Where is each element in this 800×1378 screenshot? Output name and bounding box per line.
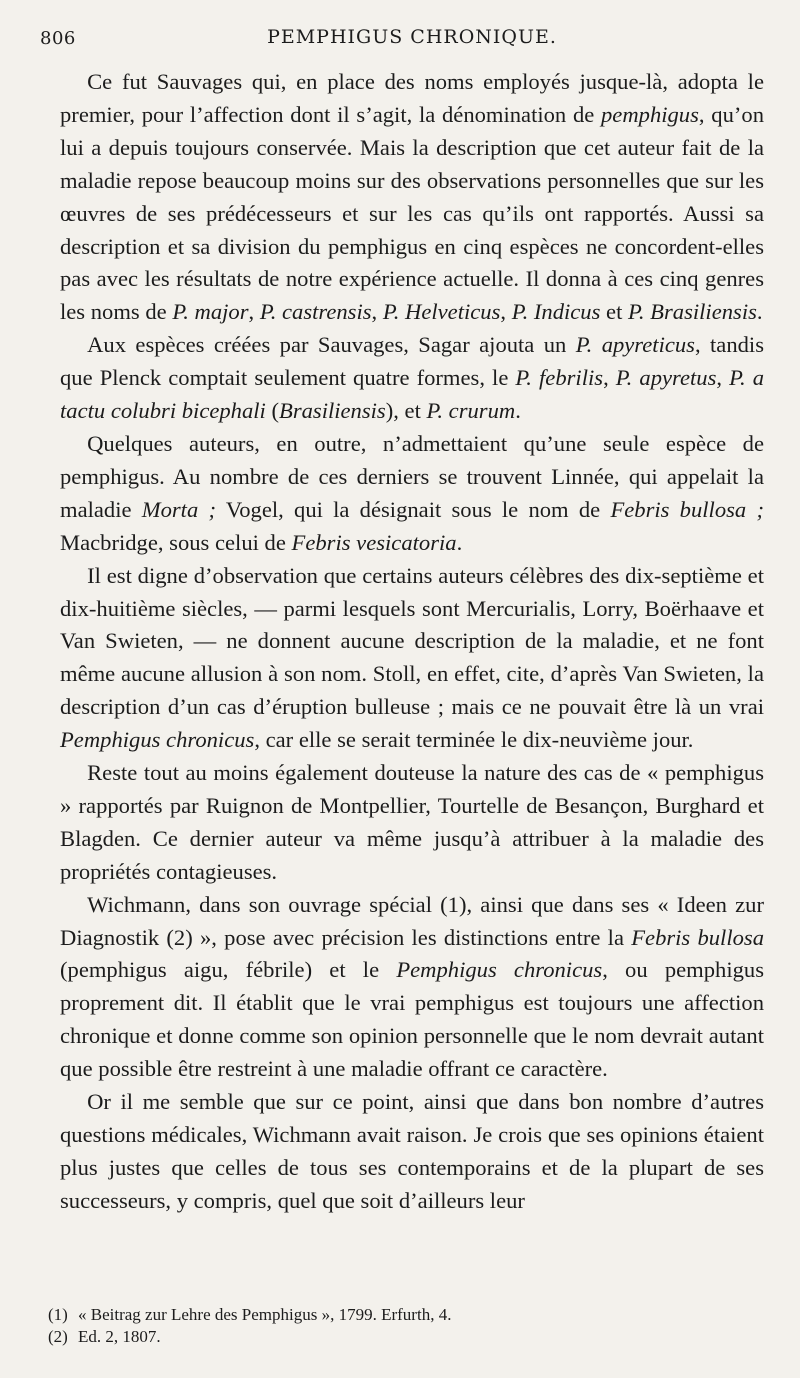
- text-run: ,: [716, 365, 730, 391]
- text-run: ), et: [385, 398, 427, 424]
- italic-term: P. major: [172, 299, 249, 325]
- footnote: [48, 1326, 760, 1348]
- text-run: (: [265, 398, 280, 424]
- italic-term: P. Brasiliensis: [628, 299, 757, 325]
- paragraph: [60, 889, 764, 1086]
- body-text: [60, 66, 764, 1218]
- footnote-text: Ed. 2, 1807.: [78, 1327, 161, 1346]
- italic-term: Febris vesicatoria: [291, 529, 457, 555]
- text-run: Ce fut Sauvages qui, en place des noms employés jusque-là, adopta le premier, pour l’affection dont il s’agit, la dénomination de: [60, 69, 764, 127]
- paragraph: [60, 329, 764, 428]
- text-run: Quelques auteurs, en outre, n’admettaient qu’une seule espèce de pemphigus. Au nombre de ces derniers se trouvent Linnée, qui appelait la maladie: [60, 430, 764, 522]
- text-run: ,: [371, 299, 383, 325]
- text-run: Il est digne d’observation que certains auteurs célèbres des dix-septième et dix-huitième siècles, — parmi lesquels sont Mercurialis, Lorry, Boërhaave et Van Swieten, — ne donnent aucune description de la maladie, et ne font même aucune allusion à son nom. Stoll, en effet, cite, d’après Van Swieten, la description d’un cas d’éruption bulleuse ; mais ce ne pouvait être là un vrai: [60, 562, 764, 720]
- text-run: , qu’on lui a depuis toujours conservée. Mais la description que cet auteur fait de la maladie repose beaucoup moins sur des observations personnelles que sur les œuvres de ses prédécesseurs et sur les cas qu’ils ont rapportés. Aussi sa description et sa division du pemphigus en cinq espèces ne concordent-elles pas avec les résultats de notre expérience actuelle. Il donna à ces cinq genres les noms de: [60, 101, 764, 325]
- text-run: , ou pemphigus proprement dit. Il établit que le vrai pemphigus est toujours une affection chronique et donne comme son opinion personnelle que le nom devrait autant que possible être restreint à une maladie offrant ce caractère.: [60, 957, 765, 1082]
- italic-term: Febris bullosa ;: [610, 496, 764, 522]
- footnote: [48, 1304, 760, 1326]
- italic-term: Pemphigus chronicus: [60, 727, 255, 753]
- text-run: Aux espèces créées par Sauvages, Sagar ajouta un: [87, 332, 576, 358]
- italic-term: P. a tactu colubri bicephali: [60, 365, 765, 424]
- italic-term: P. Indicus: [511, 299, 601, 325]
- page-header: [40, 22, 764, 56]
- page-number: 806: [40, 28, 76, 49]
- italic-term: P. crurum: [426, 398, 516, 424]
- italic-term: P. apyretus: [615, 365, 717, 391]
- text-run: .: [456, 529, 463, 555]
- text-run: ,: [500, 299, 512, 325]
- paragraph: [60, 560, 764, 757]
- italic-term: P. castrensis: [259, 299, 372, 325]
- text-run: Wichmann, dans son ouvrage spécial (1), ainsi que dans ses « Ideen zur Diagnostik (2) », pose avec précision les distinctions entre la: [60, 891, 764, 950]
- italic-term: Morta ;: [141, 496, 216, 522]
- footnote-number: (2): [48, 1327, 68, 1346]
- text-run: Or il me semble que sur ce point, ainsi que dans bon nombre d’autres questions médicales, Wichmann avait raison. Je crois que ses opinions étaient plus justes que celles de tous ses contemporains et de la plupart de ses successeurs, y compris, quel que soit d’ailleurs leur: [60, 1089, 764, 1213]
- running-title: PEMPHIGUS CHRONIQUE.: [267, 26, 557, 48]
- paragraph: [60, 757, 764, 889]
- text-run: Vogel, qui la désignait sous le nom de: [216, 496, 611, 522]
- text-run: Reste tout au moins également douteuse la nature des cas de « pemphigus » rapportés par Ruignon de Montpellier, Tourtelle de Besançon, Burghard et Blagden. Ce dernier auteur va même jusqu’à attribuer à la maladie des propriétés contagieuses.: [60, 760, 764, 884]
- text-run: .: [756, 299, 763, 325]
- footnote-text: « Beitrag zur Lehre des Pemphigus », 1799. Erfurth, 4.: [78, 1305, 452, 1324]
- italic-term: pemphigus: [601, 101, 699, 127]
- text-run: , tandis que Plenck comptait seulement quatre formes, le: [60, 332, 764, 391]
- italic-term: P. Helveticus: [382, 299, 501, 325]
- text-run: Macbridge, sous celui de: [60, 529, 292, 555]
- paragraph: [60, 1086, 764, 1218]
- text-run: (pemphigus aigu, fébrile) et le: [60, 957, 397, 983]
- text-run: , car elle se serait terminée le dix-neuvième jour.: [254, 727, 694, 753]
- italic-term: Febris bullosa: [631, 924, 764, 950]
- italic-term: P. apyreticus: [575, 332, 695, 358]
- text-run: et: [600, 299, 628, 325]
- paragraph: [60, 428, 764, 560]
- text-run: ,: [603, 365, 616, 391]
- paragraph: [60, 66, 764, 329]
- text-run: .: [515, 398, 521, 424]
- italic-term: Brasiliensis: [279, 398, 386, 424]
- footnote-number: (1): [48, 1305, 68, 1324]
- text-run: ,: [248, 299, 260, 325]
- footnotes: [48, 1304, 760, 1348]
- italic-term: Pemphigus chronicus: [396, 957, 603, 983]
- italic-term: P. febrilis: [515, 365, 604, 391]
